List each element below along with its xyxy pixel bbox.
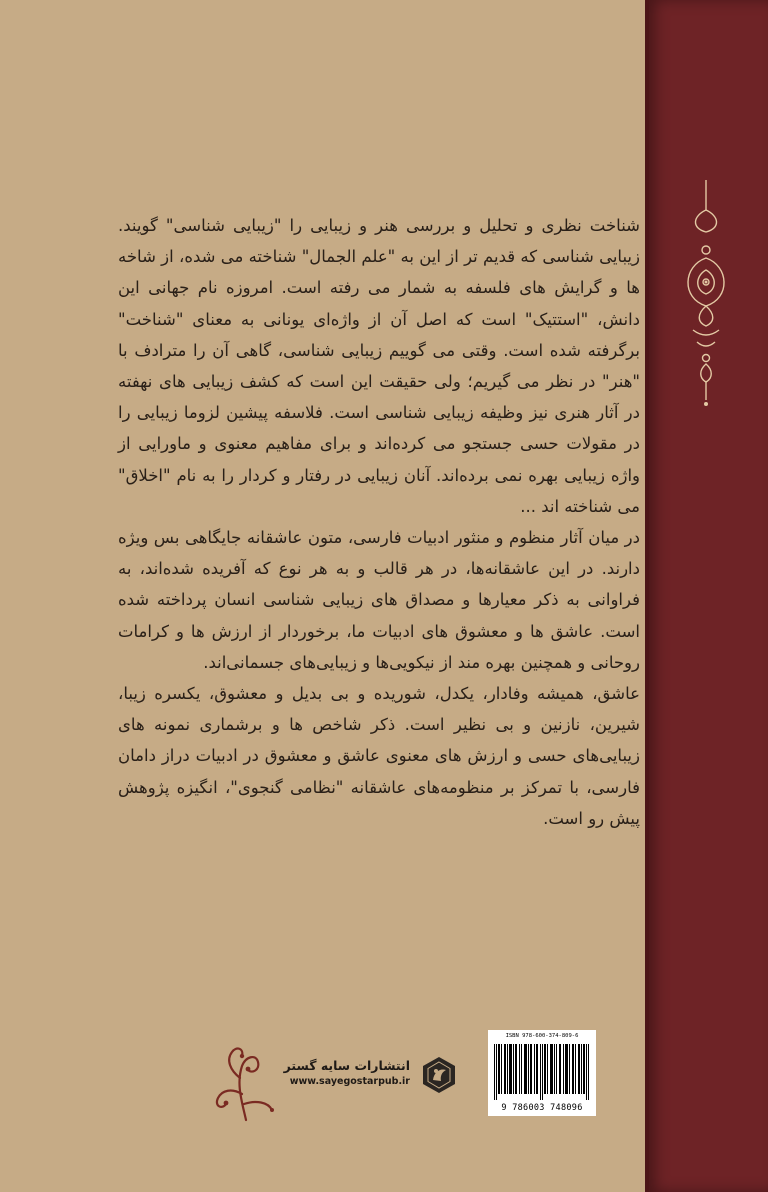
spine-edge [645,0,649,1192]
description-paragraph-3: عاشق، همیشه وفادار، یکدل، شوریده و بی بدیل و معشوق، یکسره زیبا، شیرین، نازنین و بی نظیر است. ذکر شاخص ها و برشماری نمونه های زیبایی‌های حسی و ارزش های معنوی عاشق و معشوق در ادبیات دراز دامان فارسی، با تمرکز بر منظومه‌های عاشقانه "نظامی گنجوی"، انگیزه پژوهش پیش رو است. [118,684,640,828]
swirl-ornament-icon [196,1036,296,1124]
description-text [118,210,640,834]
barcode-digits: 9 786003 748096 [501,1103,583,1113]
barcode-bars-icon [494,1044,590,1100]
description-paragraph-2: در میان آثار منظوم و منثور ادبیات فارسی، متون عاشقانه جایگاهی بس ویژه دارند. در این عاشقانه‌ها، در هر قالب و به هر نوع که آفریده شده‌اند، به فراوانی به ذکر معیارها و مصداق های زیبایی شناسی انسان پرداخته شده است. عاشق ها و معشوق های ادبیات ما، برخوردار از ارزش ها و کرامات روحانی و همچنین بهره مند از نیکویی‌ها و زیبایی‌های جسمانی‌اند. [118,528,640,672]
publisher-emblem-icon [420,1056,458,1094]
barcode [488,1030,596,1116]
publisher-name: انتشارات سایه گستر [283,1058,410,1073]
spine-band [645,0,768,1192]
description-paragraph-1: شناخت نظری و تحلیل و بررسی هنر و زیبایی را "زیبایی شناسی" گویند. زیبایی شناسی که قدیم تر از این به "علم الجمال" شناخته می شده، از شاخه ها و گرایش های فلسفه به شمار می رفته است. امروزه نام جهانی این دانش، "استتیک" است که اصل آن از واژه‌ای یونانی به معنای "شناخت" برگرفته شده است. وقتی می گوییم زیبایی شناسی، گاهی آن را مترادف با "هنر" در نظر می گیریم؛ ولی حقیقت این است که کشف زیبایی های نهفته در آثار هنری نیز وظیفه زیبایی شناسی است. فلاسفه پیشین لزوما زیبایی را در مقولات حسی جستجو می کرده‌اند و برای مفاهیم معنوی و ماورایی از واژه زیبایی بهره نمی برده‌اند. آنان زیبایی در رفتار و کردار را به نام "اخلاق" می شناخته اند ... [118,216,640,516]
ornament-icon [673,180,739,410]
publisher-block [283,1054,462,1094]
publisher-url: www.sayegostarpub.ir [289,1076,410,1087]
isbn-label: ISBN 978-600-374-809-6 [505,1033,579,1039]
